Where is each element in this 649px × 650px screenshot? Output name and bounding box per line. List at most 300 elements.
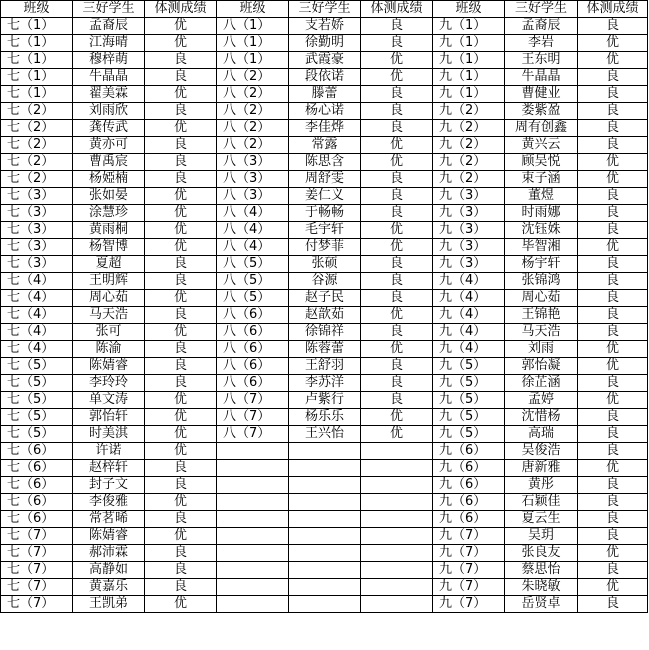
class-cell: 八（2） [217, 120, 289, 137]
class-cell: 八（1） [217, 18, 289, 35]
student-name-cell: 孟裔辰 [505, 18, 578, 35]
class-cell: 九（3） [433, 239, 505, 256]
score-cell: 优 [578, 239, 648, 256]
student-name-cell: 曹健业 [505, 86, 578, 103]
student-name-cell: 石颖佳 [505, 494, 578, 511]
class-cell: 七（7） [1, 579, 73, 596]
student-name-cell: 杨乐乐 [289, 409, 361, 426]
student-name-cell: 翟美霖 [73, 86, 145, 103]
student-name-cell: 周有创鑫 [505, 120, 578, 137]
student-name-cell: 支若娇 [289, 18, 361, 35]
student-name-cell: 夏云生 [505, 511, 578, 528]
class-header: 班级 [1, 1, 73, 18]
table-row [1, 222, 648, 239]
table-row [1, 324, 648, 341]
class-cell: 七（5） [1, 358, 73, 375]
score-header: 体测成绩 [145, 1, 217, 18]
class-cell: 八（6） [217, 341, 289, 358]
student-name-cell [289, 460, 361, 477]
table-row [1, 358, 648, 375]
score-cell: 优 [145, 18, 217, 35]
student-name-cell: 刘雨欣 [73, 103, 145, 120]
table-row [1, 52, 648, 69]
class-header: 班级 [433, 1, 505, 18]
student-name-cell: 王锦艳 [505, 307, 578, 324]
score-cell: 良 [145, 477, 217, 494]
score-cell: 良 [578, 18, 648, 35]
score-cell [361, 562, 433, 579]
table-row [1, 375, 648, 392]
score-cell: 良 [578, 256, 648, 273]
score-cell: 良 [578, 103, 648, 120]
table-row [1, 477, 648, 494]
class-cell: 九（4） [433, 341, 505, 358]
class-cell: 九（5） [433, 392, 505, 409]
student-name-cell: 牛晶晶 [505, 69, 578, 86]
student-name-cell: 王东明 [505, 52, 578, 69]
student-name-cell [289, 545, 361, 562]
class-cell: 七（4） [1, 290, 73, 307]
class-cell: 八（7） [217, 426, 289, 443]
class-cell: 七（4） [1, 341, 73, 358]
class-cell: 八（6） [217, 307, 289, 324]
score-cell: 良 [578, 137, 648, 154]
student-name-cell: 吴玥 [505, 528, 578, 545]
class-cell: 九（3） [433, 205, 505, 222]
table-row [1, 460, 648, 477]
class-cell: 八（3） [217, 171, 289, 188]
class-cell: 八（2） [217, 86, 289, 103]
student-header: 三好学生 [289, 1, 361, 18]
student-name-cell: 曹禹宸 [73, 154, 145, 171]
score-cell: 良 [361, 188, 433, 205]
student-name-cell: 杨心诺 [289, 103, 361, 120]
class-cell: 九（6） [433, 460, 505, 477]
table-row [1, 137, 648, 154]
student-name-cell: 陈渝 [73, 341, 145, 358]
score-cell: 优 [578, 392, 648, 409]
score-cell [361, 477, 433, 494]
score-cell: 优 [145, 409, 217, 426]
score-cell: 良 [578, 324, 648, 341]
score-cell: 良 [578, 477, 648, 494]
student-name-cell: 孟裔辰 [73, 18, 145, 35]
score-cell: 良 [145, 545, 217, 562]
student-name-cell: 滕蕾 [289, 86, 361, 103]
class-cell: 九（3） [433, 222, 505, 239]
score-cell: 良 [145, 52, 217, 69]
student-name-cell: 于畅畅 [289, 205, 361, 222]
student-name-cell: 孟婷 [505, 392, 578, 409]
student-name-cell: 黄兴云 [505, 137, 578, 154]
student-name-cell: 黄亦可 [73, 137, 145, 154]
class-cell: 七（7） [1, 528, 73, 545]
score-cell: 优 [361, 52, 433, 69]
score-cell: 良 [361, 324, 433, 341]
score-cell: 良 [145, 307, 217, 324]
class-cell [217, 579, 289, 596]
student-name-cell: 高瑞 [505, 426, 578, 443]
score-cell: 良 [578, 290, 648, 307]
table-row [1, 596, 648, 613]
score-cell: 优 [578, 358, 648, 375]
score-cell [361, 545, 433, 562]
class-cell: 九（5） [433, 375, 505, 392]
score-cell: 良 [578, 307, 648, 324]
student-name-cell: 周心茹 [73, 290, 145, 307]
score-cell: 优 [145, 528, 217, 545]
table-row [1, 103, 648, 120]
student-name-cell [289, 528, 361, 545]
student-name-cell: 姜仁义 [289, 188, 361, 205]
class-cell: 八（7） [217, 392, 289, 409]
score-cell: 优 [145, 443, 217, 460]
student-name-cell: 周舒雯 [289, 171, 361, 188]
student-name-cell: 武霞豪 [289, 52, 361, 69]
class-cell: 八（1） [217, 35, 289, 52]
header-row [1, 1, 648, 18]
class-cell: 八（5） [217, 273, 289, 290]
student-name-cell: 常露 [289, 137, 361, 154]
table-row [1, 188, 648, 205]
student-header: 三好学生 [505, 1, 578, 18]
score-cell: 良 [361, 358, 433, 375]
class-cell: 八（1） [217, 52, 289, 69]
class-cell: 八（2） [217, 137, 289, 154]
class-cell: 七（6） [1, 443, 73, 460]
score-cell: 优 [361, 154, 433, 171]
student-name-cell: 沈钰姝 [505, 222, 578, 239]
class-cell: 七（2） [1, 171, 73, 188]
class-cell: 七（3） [1, 256, 73, 273]
class-cell: 九（2） [433, 171, 505, 188]
score-cell: 良 [361, 290, 433, 307]
class-cell: 八（4） [217, 222, 289, 239]
table-row [1, 392, 648, 409]
student-name-cell: 张可 [73, 324, 145, 341]
student-name-cell: 单文涛 [73, 392, 145, 409]
student-name-cell: 董煜 [505, 188, 578, 205]
student-name-cell: 黄彤 [505, 477, 578, 494]
score-cell: 优 [145, 426, 217, 443]
class-cell: 七（3） [1, 188, 73, 205]
score-cell: 良 [578, 375, 648, 392]
class-cell: 八（3） [217, 188, 289, 205]
student-name-cell: 赵歆茹 [289, 307, 361, 324]
score-cell: 良 [145, 103, 217, 120]
score-cell: 优 [361, 137, 433, 154]
table-body [1, 18, 648, 613]
score-cell [361, 596, 433, 613]
table-row [1, 443, 648, 460]
class-cell: 七（5） [1, 375, 73, 392]
score-cell: 良 [145, 341, 217, 358]
class-cell: 九（4） [433, 290, 505, 307]
score-cell [361, 528, 433, 545]
student-name-cell: 蔡思怡 [505, 562, 578, 579]
score-cell: 优 [578, 579, 648, 596]
class-cell: 七（5） [1, 409, 73, 426]
table-row [1, 494, 648, 511]
score-cell [361, 579, 433, 596]
class-cell [217, 562, 289, 579]
class-cell: 七（6） [1, 511, 73, 528]
student-name-cell: 陈思含 [289, 154, 361, 171]
score-cell: 优 [145, 188, 217, 205]
score-cell: 优 [145, 392, 217, 409]
table-row [1, 409, 648, 426]
score-cell: 良 [145, 562, 217, 579]
score-cell: 优 [145, 120, 217, 137]
score-cell: 优 [145, 239, 217, 256]
student-name-cell: 郝沛霖 [73, 545, 145, 562]
table-row [1, 120, 648, 137]
class-cell: 七（1） [1, 35, 73, 52]
student-name-cell [289, 494, 361, 511]
class-cell: 八（4） [217, 205, 289, 222]
student-name-cell: 张如晏 [73, 188, 145, 205]
student-name-cell: 毕智湘 [505, 239, 578, 256]
score-cell: 优 [145, 86, 217, 103]
score-cell: 良 [578, 494, 648, 511]
table-row [1, 239, 648, 256]
score-cell: 良 [145, 273, 217, 290]
class-cell: 七（7） [1, 596, 73, 613]
class-cell [217, 477, 289, 494]
student-name-cell: 夏超 [73, 256, 145, 273]
score-cell: 良 [578, 426, 648, 443]
class-cell: 七（6） [1, 477, 73, 494]
student-name-cell: 徐锦祥 [289, 324, 361, 341]
class-cell: 九（6） [433, 511, 505, 528]
student-name-cell: 徐芷涵 [505, 375, 578, 392]
score-cell: 良 [361, 103, 433, 120]
student-name-cell: 赵梓轩 [73, 460, 145, 477]
class-cell: 七（3） [1, 222, 73, 239]
student-name-cell [289, 596, 361, 613]
class-cell: 九（7） [433, 528, 505, 545]
score-cell: 优 [145, 205, 217, 222]
class-cell: 八（2） [217, 103, 289, 120]
student-name-cell: 穆梓萌 [73, 52, 145, 69]
class-cell: 八（2） [217, 69, 289, 86]
score-cell: 良 [145, 358, 217, 375]
student-name-cell: 李岩 [505, 35, 578, 52]
student-name-cell: 封子文 [73, 477, 145, 494]
table-row [1, 426, 648, 443]
student-name-cell: 朱晓敏 [505, 579, 578, 596]
class-cell: 八（6） [217, 324, 289, 341]
score-cell: 良 [145, 460, 217, 477]
score-header: 体测成绩 [578, 1, 648, 18]
class-cell: 九（2） [433, 154, 505, 171]
student-name-cell: 王舒羽 [289, 358, 361, 375]
student-name-cell: 王凯弟 [73, 596, 145, 613]
score-cell: 良 [145, 154, 217, 171]
class-cell [217, 511, 289, 528]
student-name-cell: 时美淇 [73, 426, 145, 443]
class-cell: 九（5） [433, 409, 505, 426]
score-cell: 良 [145, 511, 217, 528]
class-cell: 七（5） [1, 426, 73, 443]
table-row [1, 511, 648, 528]
score-cell: 良 [578, 273, 648, 290]
student-name-cell: 常茗晞 [73, 511, 145, 528]
student-name-cell: 李佳烨 [289, 120, 361, 137]
class-cell: 九（4） [433, 324, 505, 341]
score-cell: 优 [578, 460, 648, 477]
student-name-cell: 涂慧珍 [73, 205, 145, 222]
class-cell: 八（5） [217, 290, 289, 307]
table-row [1, 528, 648, 545]
student-header: 三好学生 [73, 1, 145, 18]
score-cell: 优 [145, 494, 217, 511]
class-cell: 九（6） [433, 477, 505, 494]
score-cell: 优 [361, 341, 433, 358]
class-cell: 八（7） [217, 409, 289, 426]
score-cell: 优 [361, 426, 433, 443]
class-cell: 九（3） [433, 188, 505, 205]
class-cell: 九（7） [433, 545, 505, 562]
score-cell: 良 [361, 18, 433, 35]
class-cell: 八（5） [217, 256, 289, 273]
score-cell: 良 [361, 392, 433, 409]
score-cell: 良 [361, 256, 433, 273]
class-cell: 九（2） [433, 120, 505, 137]
student-name-cell: 束子涵 [505, 171, 578, 188]
student-name-cell: 李俊雅 [73, 494, 145, 511]
student-name-cell: 马天浩 [505, 324, 578, 341]
score-cell: 良 [145, 171, 217, 188]
student-name-cell: 陈婧睿 [73, 358, 145, 375]
student-name-cell: 高静如 [73, 562, 145, 579]
score-cell: 良 [578, 528, 648, 545]
table-row [1, 35, 648, 52]
score-cell [361, 443, 433, 460]
score-cell: 良 [578, 596, 648, 613]
class-cell: 八（6） [217, 375, 289, 392]
class-cell [217, 596, 289, 613]
score-cell: 优 [578, 52, 648, 69]
class-cell: 九（4） [433, 307, 505, 324]
class-cell: 七（2） [1, 154, 73, 171]
score-header: 体测成绩 [361, 1, 433, 18]
score-cell: 良 [145, 137, 217, 154]
student-name-cell: 陈蓉蕾 [289, 341, 361, 358]
class-cell: 九（6） [433, 494, 505, 511]
score-cell: 良 [578, 69, 648, 86]
score-cell: 良 [578, 562, 648, 579]
class-cell [217, 494, 289, 511]
class-cell: 八（6） [217, 358, 289, 375]
student-name-cell: 岳贤卓 [505, 596, 578, 613]
class-cell: 九（7） [433, 562, 505, 579]
score-cell: 优 [361, 69, 433, 86]
score-cell: 良 [361, 171, 433, 188]
score-cell: 优 [145, 324, 217, 341]
student-name-cell: 唐新雅 [505, 460, 578, 477]
class-cell: 九（2） [433, 137, 505, 154]
class-cell [217, 528, 289, 545]
class-cell: 九（1） [433, 52, 505, 69]
score-cell: 优 [145, 222, 217, 239]
class-cell: 七（1） [1, 52, 73, 69]
student-name-cell: 卢紫行 [289, 392, 361, 409]
class-cell: 七（4） [1, 307, 73, 324]
table-row [1, 18, 648, 35]
class-cell: 九（1） [433, 69, 505, 86]
student-name-cell: 顾吴悦 [505, 154, 578, 171]
class-cell [217, 443, 289, 460]
score-cell: 良 [578, 222, 648, 239]
score-cell: 良 [361, 375, 433, 392]
class-cell: 九（3） [433, 256, 505, 273]
class-cell: 九（7） [433, 596, 505, 613]
student-name-cell: 杨婭楠 [73, 171, 145, 188]
student-name-cell: 娄紫盈 [505, 103, 578, 120]
student-name-cell: 沈惜杨 [505, 409, 578, 426]
score-cell: 良 [578, 86, 648, 103]
score-cell: 良 [361, 120, 433, 137]
student-name-cell [289, 443, 361, 460]
table-row [1, 205, 648, 222]
table-row [1, 290, 648, 307]
class-cell: 七（3） [1, 239, 73, 256]
score-cell: 良 [145, 256, 217, 273]
class-cell: 八（4） [217, 239, 289, 256]
student-name-cell: 张硕 [289, 256, 361, 273]
score-cell: 优 [145, 596, 217, 613]
student-name-cell: 段依诺 [289, 69, 361, 86]
student-name-cell [289, 562, 361, 579]
table-row [1, 69, 648, 86]
score-cell: 良 [361, 35, 433, 52]
score-cell: 良 [578, 409, 648, 426]
score-cell: 优 [361, 222, 433, 239]
score-cell: 良 [578, 120, 648, 137]
class-cell: 七（1） [1, 18, 73, 35]
score-cell: 良 [361, 273, 433, 290]
score-cell: 优 [361, 409, 433, 426]
table-row [1, 562, 648, 579]
class-cell: 七（6） [1, 460, 73, 477]
student-name-cell: 杨宇轩 [505, 256, 578, 273]
student-name-cell: 王兴怡 [289, 426, 361, 443]
class-cell: 七（2） [1, 137, 73, 154]
student-name-cell: 郭怡凝 [505, 358, 578, 375]
score-cell: 优 [578, 171, 648, 188]
score-cell: 优 [578, 341, 648, 358]
student-name-cell [289, 579, 361, 596]
score-cell [361, 460, 433, 477]
class-cell: 七（4） [1, 324, 73, 341]
score-cell: 良 [145, 69, 217, 86]
class-cell: 七（5） [1, 392, 73, 409]
student-name-cell: 许诺 [73, 443, 145, 460]
table-row [1, 256, 648, 273]
table-row [1, 86, 648, 103]
student-name-cell [289, 511, 361, 528]
student-name-cell: 付梦菲 [289, 239, 361, 256]
student-name-cell: 李玲玲 [73, 375, 145, 392]
student-name-cell: 时雨娜 [505, 205, 578, 222]
student-name-cell: 马天浩 [73, 307, 145, 324]
score-cell: 良 [361, 205, 433, 222]
student-name-cell: 刘雨 [505, 341, 578, 358]
class-cell: 九（5） [433, 426, 505, 443]
student-name-cell [289, 477, 361, 494]
class-cell: 九（7） [433, 579, 505, 596]
